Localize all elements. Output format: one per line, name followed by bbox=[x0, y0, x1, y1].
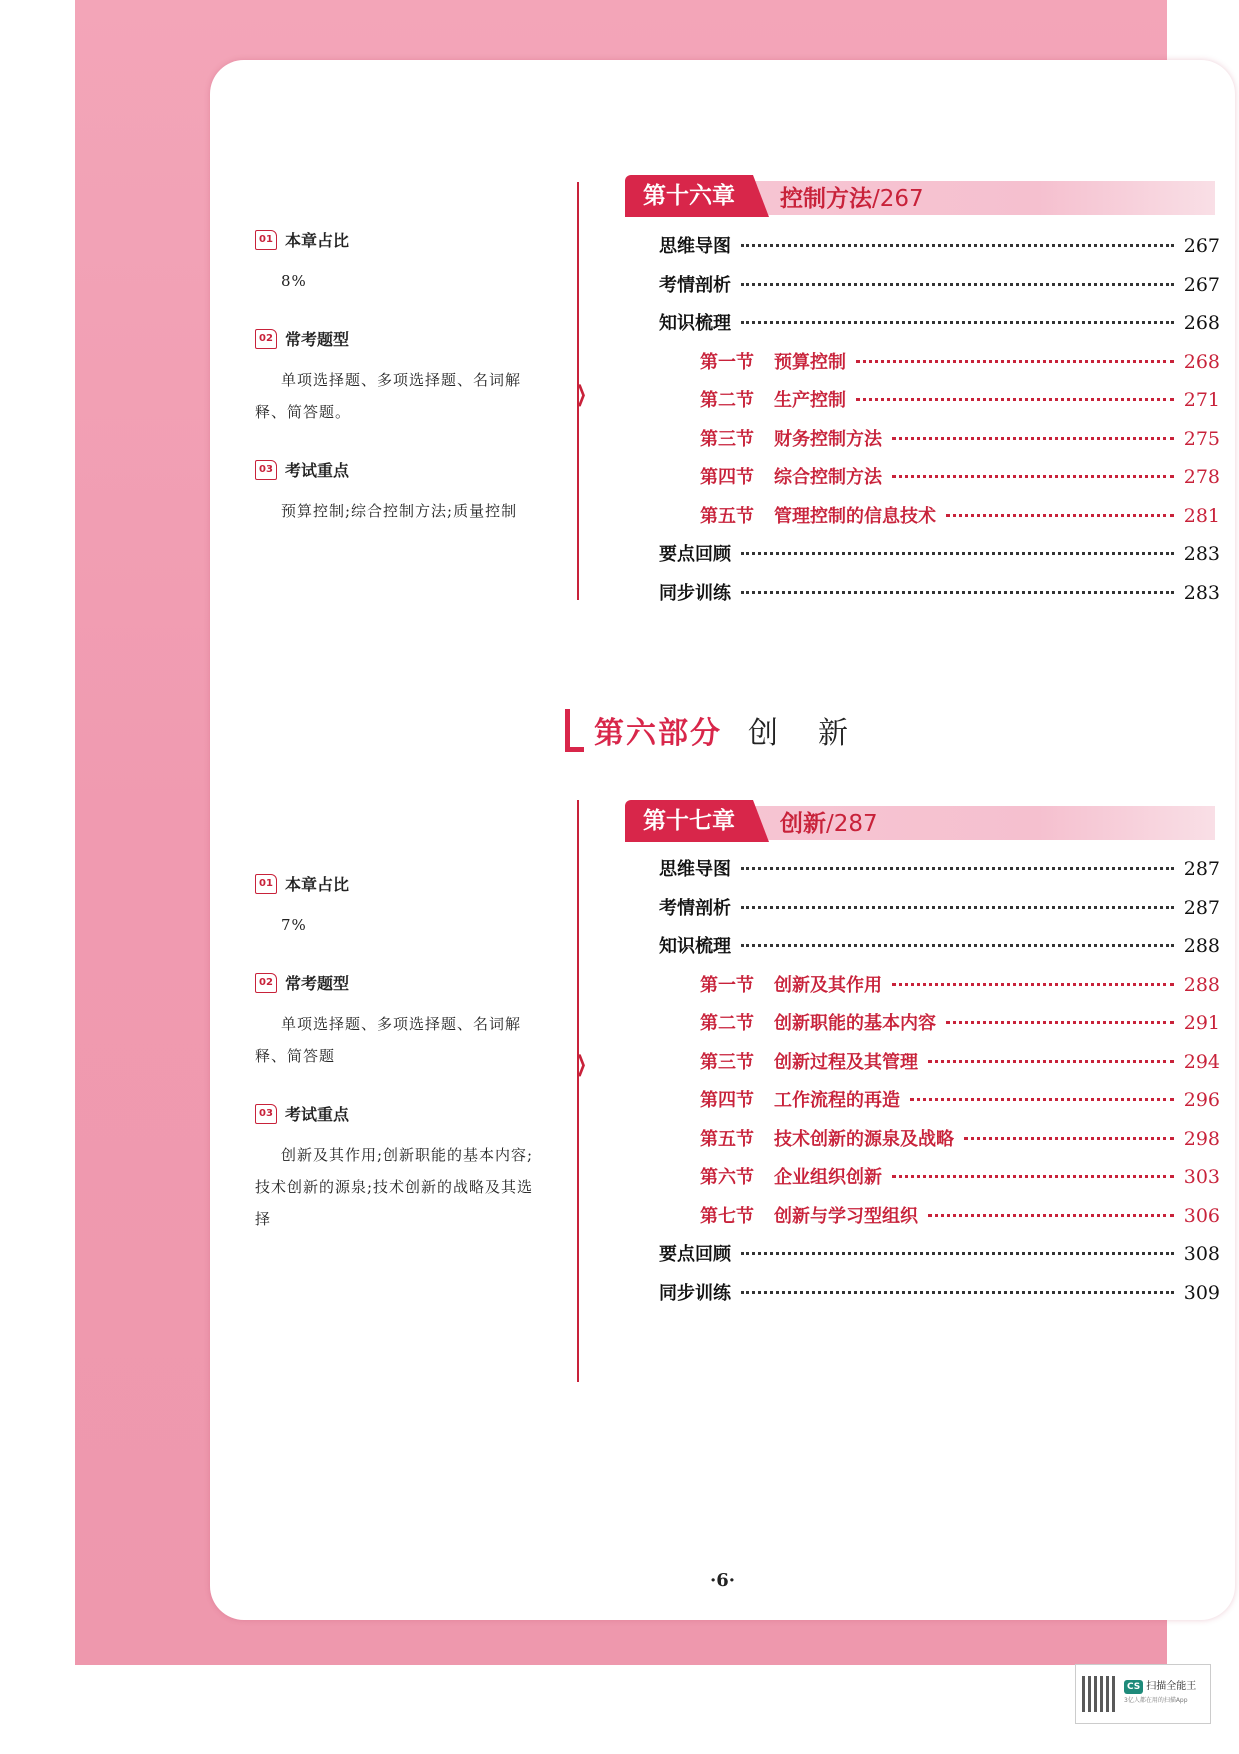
toc-row[interactable] bbox=[625, 1125, 1220, 1164]
toc-label: 考情剖析 bbox=[659, 274, 731, 296]
section-number: 第二节 bbox=[700, 1013, 754, 1034]
toc-page-number: 268 bbox=[1183, 350, 1220, 373]
toc-row[interactable] bbox=[625, 386, 1220, 425]
leader-dots bbox=[892, 1175, 1174, 1178]
types-value: 单项选择题、多项选择题、名词解释、简答题 bbox=[255, 1015, 522, 1065]
leader-dots bbox=[741, 1252, 1174, 1255]
toc-page-number: 308 bbox=[1183, 1243, 1220, 1265]
toc-page-number: 281 bbox=[1183, 504, 1220, 527]
section-number: 第五节 bbox=[700, 1128, 754, 1150]
toc-label: 管理控制的信息技术 bbox=[774, 505, 936, 527]
part6-title: 创新 bbox=[748, 716, 888, 751]
toc-label: 同步训练 bbox=[659, 1282, 731, 1304]
toc-row[interactable] bbox=[625, 463, 1220, 502]
section-number: 第三节 bbox=[700, 1051, 754, 1073]
toc-page-number: 267 bbox=[1183, 235, 1220, 257]
leader-dots bbox=[892, 983, 1174, 986]
toc-row[interactable] bbox=[625, 855, 1220, 894]
toc-row[interactable] bbox=[625, 309, 1220, 348]
toc-label: 创新及其作用 bbox=[774, 974, 882, 996]
badge-03-icon: 03 bbox=[255, 1104, 277, 1124]
ratio-value: 8% bbox=[281, 272, 307, 290]
section-number: 第二节 bbox=[700, 390, 754, 411]
toc-page-number: 306 bbox=[1183, 1204, 1220, 1227]
toc-row[interactable] bbox=[625, 348, 1220, 387]
chapter16-tab: 第十六章 bbox=[625, 175, 753, 217]
toc-row[interactable] bbox=[625, 932, 1220, 971]
scan-background bbox=[75, 0, 1220, 1665]
toc-page-number: 267 bbox=[1183, 273, 1220, 296]
badge-01-icon: 01 bbox=[255, 874, 277, 894]
chapter17-toc bbox=[625, 855, 1220, 1317]
toc-row[interactable] bbox=[625, 579, 1220, 618]
section-number: 第六节 bbox=[700, 1167, 754, 1188]
chapter16-info bbox=[255, 228, 545, 557]
toc-row[interactable] bbox=[625, 894, 1220, 933]
badge-02-icon: 02 bbox=[255, 973, 277, 993]
chapter16-header bbox=[625, 175, 1215, 219]
chapter16-title: 控制方法 bbox=[780, 186, 872, 212]
toc-row[interactable] bbox=[625, 425, 1220, 464]
toc-label: 要点回顾 bbox=[659, 544, 731, 565]
toc-label: 企业组织创新 bbox=[774, 1167, 882, 1188]
leader-dots bbox=[964, 1137, 1174, 1140]
qr-code-icon bbox=[1082, 1676, 1118, 1712]
toc-row[interactable] bbox=[625, 1086, 1220, 1125]
toc-row[interactable] bbox=[625, 1279, 1220, 1318]
part6-heading bbox=[565, 708, 888, 752]
cs-logo-icon: CS bbox=[1124, 1680, 1143, 1694]
toc-page-number: 298 bbox=[1183, 1127, 1220, 1150]
page-number: ·6· bbox=[709, 1570, 736, 1591]
leader-dots bbox=[928, 1214, 1174, 1217]
toc-label: 创新过程及其管理 bbox=[774, 1051, 918, 1073]
toc-label: 生产控制 bbox=[774, 390, 846, 411]
focus-value: 创新及其作用;创新职能的基本内容;技术创新的源泉;技术创新的战略及其选择 bbox=[255, 1146, 534, 1228]
toc-page-number: 278 bbox=[1183, 466, 1220, 488]
chapter16-page: /267 bbox=[872, 186, 924, 212]
badge-02-icon: 02 bbox=[255, 329, 277, 349]
part6-name: 第六部分 bbox=[594, 716, 722, 751]
toc-label: 知识梳理 bbox=[659, 313, 731, 334]
toc-row[interactable] bbox=[625, 971, 1220, 1010]
toc-row[interactable] bbox=[625, 502, 1220, 541]
badge-03-icon: 03 bbox=[255, 460, 277, 480]
toc-label: 思维导图 bbox=[659, 236, 731, 257]
leader-dots bbox=[741, 552, 1174, 555]
leader-dots bbox=[892, 475, 1174, 478]
toc-page-number: 296 bbox=[1183, 1089, 1220, 1111]
document-page bbox=[210, 60, 1235, 1620]
leader-dots bbox=[856, 398, 1174, 401]
leader-dots bbox=[741, 1291, 1174, 1294]
toc-row[interactable] bbox=[625, 232, 1220, 271]
chapter17-header bbox=[625, 800, 1215, 844]
toc-page-number: 283 bbox=[1183, 581, 1220, 604]
scanner-watermark bbox=[1075, 1664, 1211, 1724]
toc-page-number: 271 bbox=[1183, 389, 1220, 411]
focus-label: 考试重点 bbox=[285, 461, 350, 480]
types-label: 常考题型 bbox=[285, 974, 350, 993]
chapter17-page: /287 bbox=[826, 811, 878, 837]
toc-label: 创新职能的基本内容 bbox=[774, 1013, 936, 1034]
leader-dots bbox=[946, 514, 1174, 517]
leader-dots bbox=[892, 437, 1174, 440]
section-number: 第一节 bbox=[700, 351, 754, 373]
leader-dots bbox=[741, 867, 1174, 870]
toc-label: 知识梳理 bbox=[659, 936, 731, 957]
toc-page-number: 288 bbox=[1183, 973, 1220, 996]
toc-label: 财务控制方法 bbox=[774, 428, 882, 450]
leader-dots bbox=[741, 244, 1174, 247]
leader-dots bbox=[856, 360, 1174, 363]
toc-page-number: 309 bbox=[1183, 1281, 1220, 1304]
focus-value: 预算控制;综合控制方法;质量控制 bbox=[281, 502, 518, 520]
toc-page-number: 268 bbox=[1183, 312, 1220, 334]
chevron-right-icon: ❯ bbox=[575, 1052, 587, 1077]
types-label: 常考题型 bbox=[285, 330, 350, 349]
leader-dots bbox=[946, 1021, 1174, 1024]
section-number: 第四节 bbox=[700, 467, 754, 488]
toc-label: 技术创新的源泉及战略 bbox=[774, 1128, 954, 1150]
chapter17-info bbox=[255, 872, 545, 1265]
leader-dots bbox=[741, 906, 1174, 909]
toc-label: 要点回顾 bbox=[659, 1244, 731, 1265]
chapter17-divider bbox=[577, 800, 579, 1382]
toc-label: 创新与学习型组织 bbox=[774, 1205, 918, 1227]
leader-dots bbox=[741, 591, 1174, 594]
section-number: 第一节 bbox=[700, 974, 754, 996]
toc-row[interactable] bbox=[625, 271, 1220, 310]
toc-row[interactable] bbox=[625, 1202, 1220, 1241]
toc-row[interactable] bbox=[625, 1240, 1220, 1279]
leader-dots bbox=[910, 1098, 1174, 1101]
toc-page-number: 288 bbox=[1183, 935, 1220, 957]
toc-page-number: 303 bbox=[1183, 1166, 1220, 1188]
toc-label: 预算控制 bbox=[774, 351, 846, 373]
badge-01-icon: 01 bbox=[255, 230, 277, 250]
bracket-icon bbox=[565, 709, 584, 752]
chevron-right-icon: ❯ bbox=[575, 382, 587, 407]
toc-page-number: 291 bbox=[1183, 1012, 1220, 1034]
section-number: 第五节 bbox=[700, 505, 754, 527]
leader-dots bbox=[928, 1060, 1174, 1063]
ratio-value: 7% bbox=[281, 916, 307, 934]
toc-page-number: 275 bbox=[1183, 427, 1220, 450]
chapter17-title: 创新 bbox=[780, 811, 826, 837]
toc-page-number: 294 bbox=[1183, 1050, 1220, 1073]
section-number: 第七节 bbox=[700, 1205, 754, 1227]
leader-dots bbox=[741, 283, 1174, 286]
chapter17-tab: 第十七章 bbox=[625, 800, 753, 842]
focus-label: 考试重点 bbox=[285, 1105, 350, 1124]
toc-row[interactable] bbox=[625, 540, 1220, 579]
toc-label: 同步训练 bbox=[659, 582, 731, 604]
ratio-label: 本章占比 bbox=[285, 231, 350, 250]
section-number: 第三节 bbox=[700, 428, 754, 450]
toc-page-number: 287 bbox=[1183, 896, 1220, 919]
stamp-subtitle: 3亿人都在用的扫描App bbox=[1124, 1697, 1188, 1704]
types-value: 单项选择题、多项选择题、名词解释、简答题。 bbox=[255, 371, 522, 421]
toc-label: 综合控制方法 bbox=[774, 467, 882, 488]
toc-label: 考情剖析 bbox=[659, 897, 731, 919]
section-number: 第四节 bbox=[700, 1090, 754, 1111]
toc-page-number: 287 bbox=[1183, 858, 1220, 880]
stamp-brand: 扫描全能王 bbox=[1146, 1681, 1197, 1692]
toc-row[interactable] bbox=[625, 1048, 1220, 1087]
toc-label: 工作流程的再造 bbox=[774, 1090, 900, 1111]
toc-row[interactable] bbox=[625, 1163, 1220, 1202]
leader-dots bbox=[741, 944, 1174, 947]
toc-page-number: 283 bbox=[1183, 543, 1220, 565]
ratio-label: 本章占比 bbox=[285, 875, 350, 894]
toc-label: 思维导图 bbox=[659, 859, 731, 880]
chapter16-toc bbox=[625, 232, 1220, 617]
toc-row[interactable] bbox=[625, 1009, 1220, 1048]
leader-dots bbox=[741, 321, 1174, 324]
